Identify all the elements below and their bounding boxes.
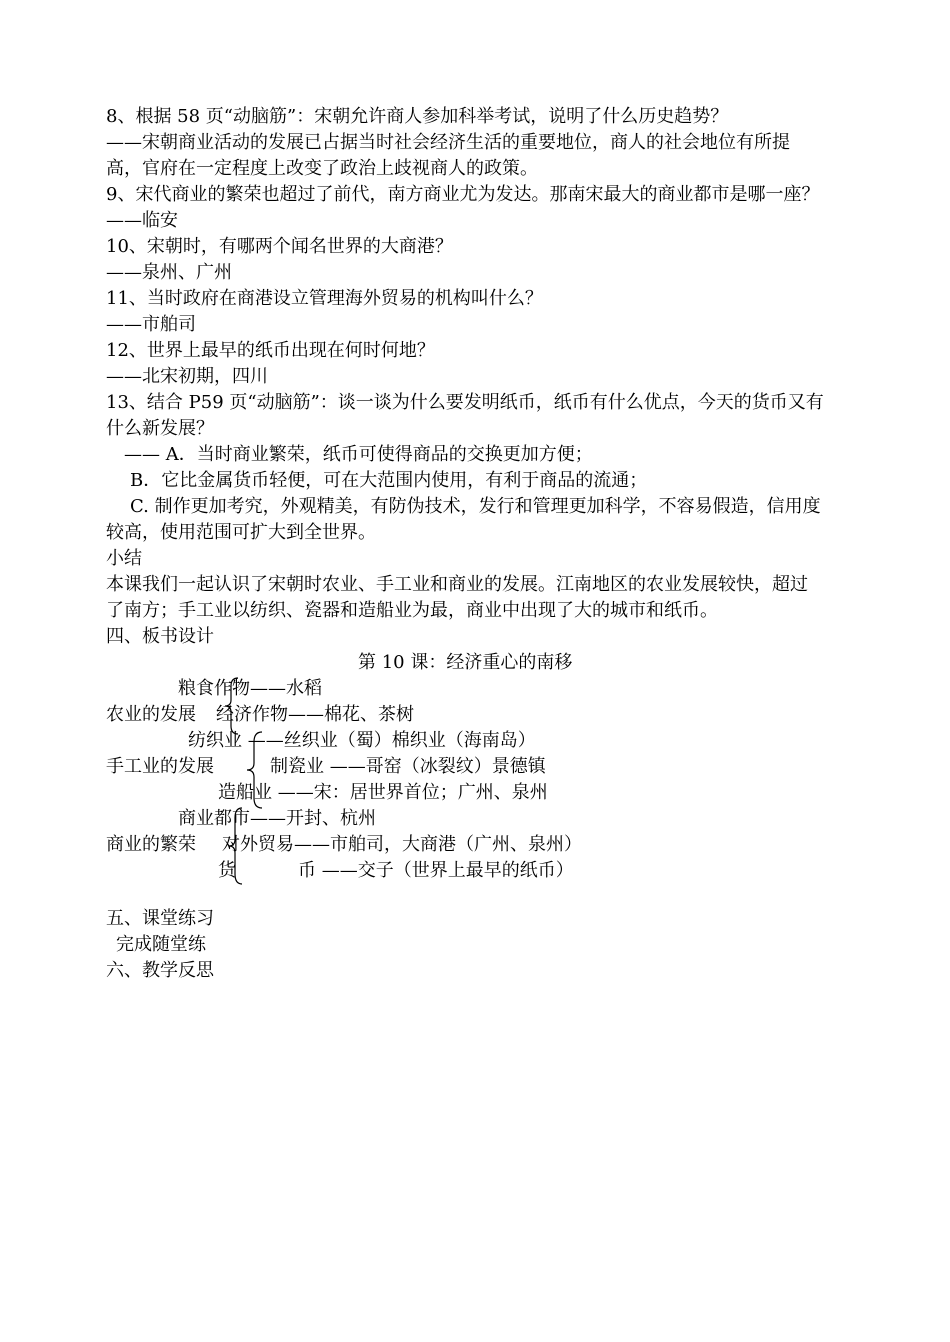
- answer-10: ——泉州、广州: [106, 262, 232, 283]
- section-reflection: 六、教学反思: [106, 960, 214, 981]
- section-practice: 五、课堂练习: [106, 908, 214, 929]
- board-craft-item-2: 制瓷业 ——哥窑（冰裂纹）景德镇: [270, 756, 546, 777]
- summary-line-1: 本课我们一起认识了宋朝时农业、手工业和商业的发展。江南地区的农业发展较快，超过: [106, 574, 808, 595]
- board-comm-item-3b: 币 ——交子（世界上最早的纸币）: [298, 860, 574, 881]
- comm-brace: [226, 806, 246, 886]
- board-agri-label: 农业的发展: [106, 704, 196, 725]
- board-comm-label: 商业的繁荣: [106, 834, 196, 855]
- question-8: 8、根据 58 页“动脑筋”：宋朝允许商人参加科举考试，说明了什么历史趋势？: [106, 106, 729, 127]
- answer-9: ——临安: [106, 210, 178, 231]
- board-comm-item-1: 商业都市——开封、杭州: [178, 808, 376, 829]
- question-12: 12、世界上最早的纸币出现在何时何地？: [106, 340, 435, 361]
- answer-13-c-line-2: 较高，使用范围可扩大到全世界。: [106, 522, 376, 543]
- answer-8-line-1: ——宋朝商业活动的发展已占据当时社会经济生活的重要地位，商人的社会地位有所提: [106, 132, 790, 153]
- board-craft-item-3: 造船业 ——宋：居世界首位；广州、泉州: [218, 782, 548, 803]
- board-title: 第 10 课：经济重心的南移: [358, 652, 573, 673]
- question-13-line-2: 什么新发展？: [106, 418, 214, 439]
- board-craft-label: 手工业的发展: [106, 756, 214, 777]
- answer-8-line-2: 高，官府在一定程度上改变了政治上歧视商人的政策。: [106, 158, 538, 179]
- board-agri-item-2: 经济作物——棉花、茶树: [216, 704, 414, 725]
- board-craft-item-1: 纺织业 ——丝织业（蜀）棉织业（海南岛）: [188, 730, 536, 751]
- answer-13-a: —— A．当时商业繁荣，纸币可使得商品的交换更加方便；: [124, 444, 593, 465]
- craft-brace: [244, 730, 266, 810]
- board-comm-item-3a: 货: [218, 860, 236, 881]
- question-10: 10、宋朝时，有哪两个闻名世界的大商港？: [106, 236, 453, 257]
- answer-11: ——市舶司: [106, 314, 196, 335]
- summary-heading: 小结: [106, 548, 142, 569]
- answer-13-c-line-1: C. 制作更加考究，外观精美，有防伪技术，发行和管理更加科学，不容易假造，信用度: [130, 496, 821, 517]
- section-board-design: 四、板书设计: [106, 626, 214, 647]
- agri-brace: [222, 676, 242, 736]
- practice-item: 完成随堂练: [116, 934, 206, 955]
- summary-line-2: 了南方；手工业以纺织、瓷器和造船业为最，商业中出现了大的城市和纸币。: [106, 600, 718, 621]
- board-comm-item-2: 对外贸易——市舶司，大商港（广州、泉州）: [222, 834, 582, 855]
- board-agri-item-1: 粮食作物——水稻: [178, 678, 322, 699]
- answer-12: ——北宋初期，四川: [106, 366, 268, 387]
- question-11: 11、当时政府在商港设立管理海外贸易的机构叫什么？: [106, 288, 543, 309]
- question-13-line-1: 13、结合 P59 页“动脑筋”：谈一谈为什么要发明纸币，纸币有什么优点，今天的货币又有: [106, 392, 824, 413]
- question-9: 9、宋代商业的繁荣也超过了前代，南方商业尤为发达。那南宋最大的商业都市是哪一座？: [106, 184, 820, 205]
- answer-13-b: B．它比金属货币轻便，可在大范围内使用，有利于商品的流通；: [130, 470, 648, 491]
